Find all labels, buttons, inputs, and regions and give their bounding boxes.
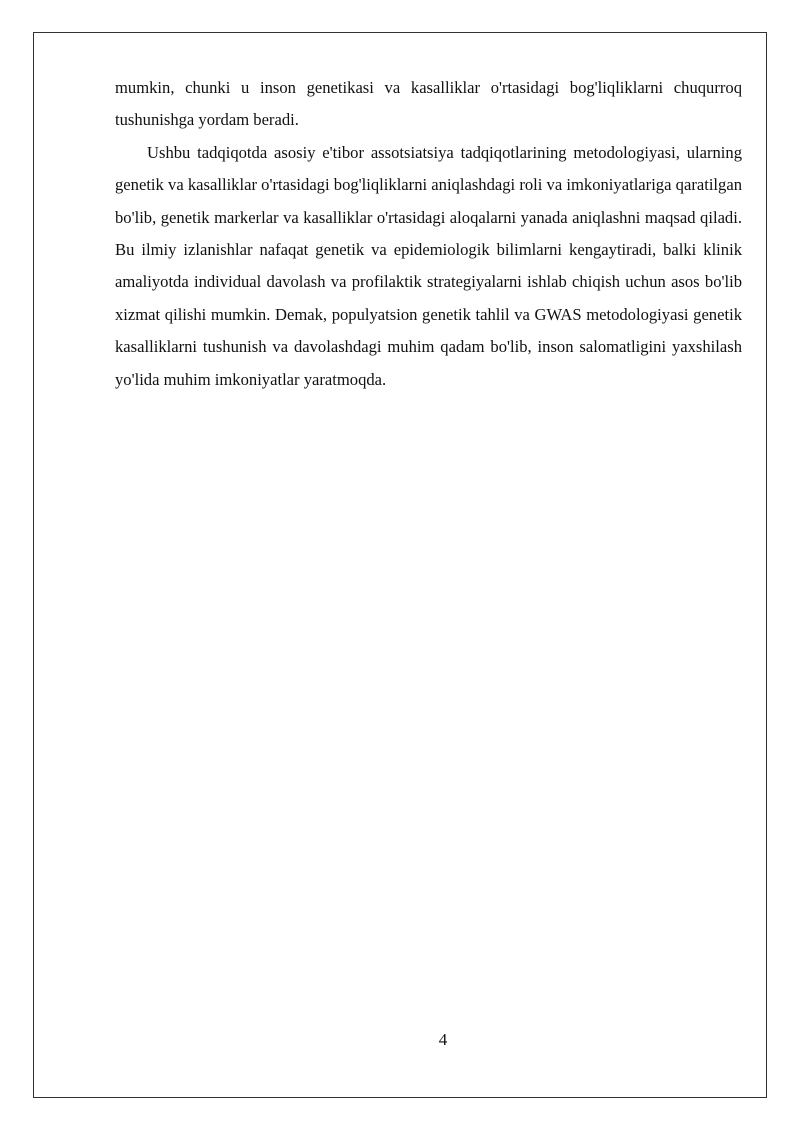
paragraph-main: Ushbu tadqiqotda asosiy e'tibor assotsiatsiya tadqiqotlarining metodologiyasi, ularning genetik va kasalliklar o'rtasidagi bog'liqliklarni aniqlashdagi roli va imkoniyatlariga qaratilgan bo'lib, genetik markerlar va kasalliklar o'rtasidagi aloqalarni yanada aniqlashni maqsad qiladi. Bu ilmiy izlanishlar nafaqat genetik va epidemiologik bilimlarni kengaytiradi, balki klinik amaliyotda individual davolash va profilaktik strategiyalarni ishlab chiqish uchun asos bo'lib xizmat qilishi mumkin. Demak, populyatsion genetik tahlil va GWAS metodologiyasi genetik kasalliklarni tushunish va davolashdagi muhim qadam bo'lib, inson salomatligini yaxshilash yo'lida muhim imkoniyatlar yaratmoqda. bbox=[115, 142, 742, 389]
page-number: 4 bbox=[438, 1030, 448, 1049]
document-body bbox=[115, 72, 742, 396]
paragraph-continuation: mumkin, chunki u inson genetikasi va kasalliklar o'rtasidagi bog'liqliklarni chuqurroq tushunishga yordam beradi. bbox=[115, 78, 742, 130]
